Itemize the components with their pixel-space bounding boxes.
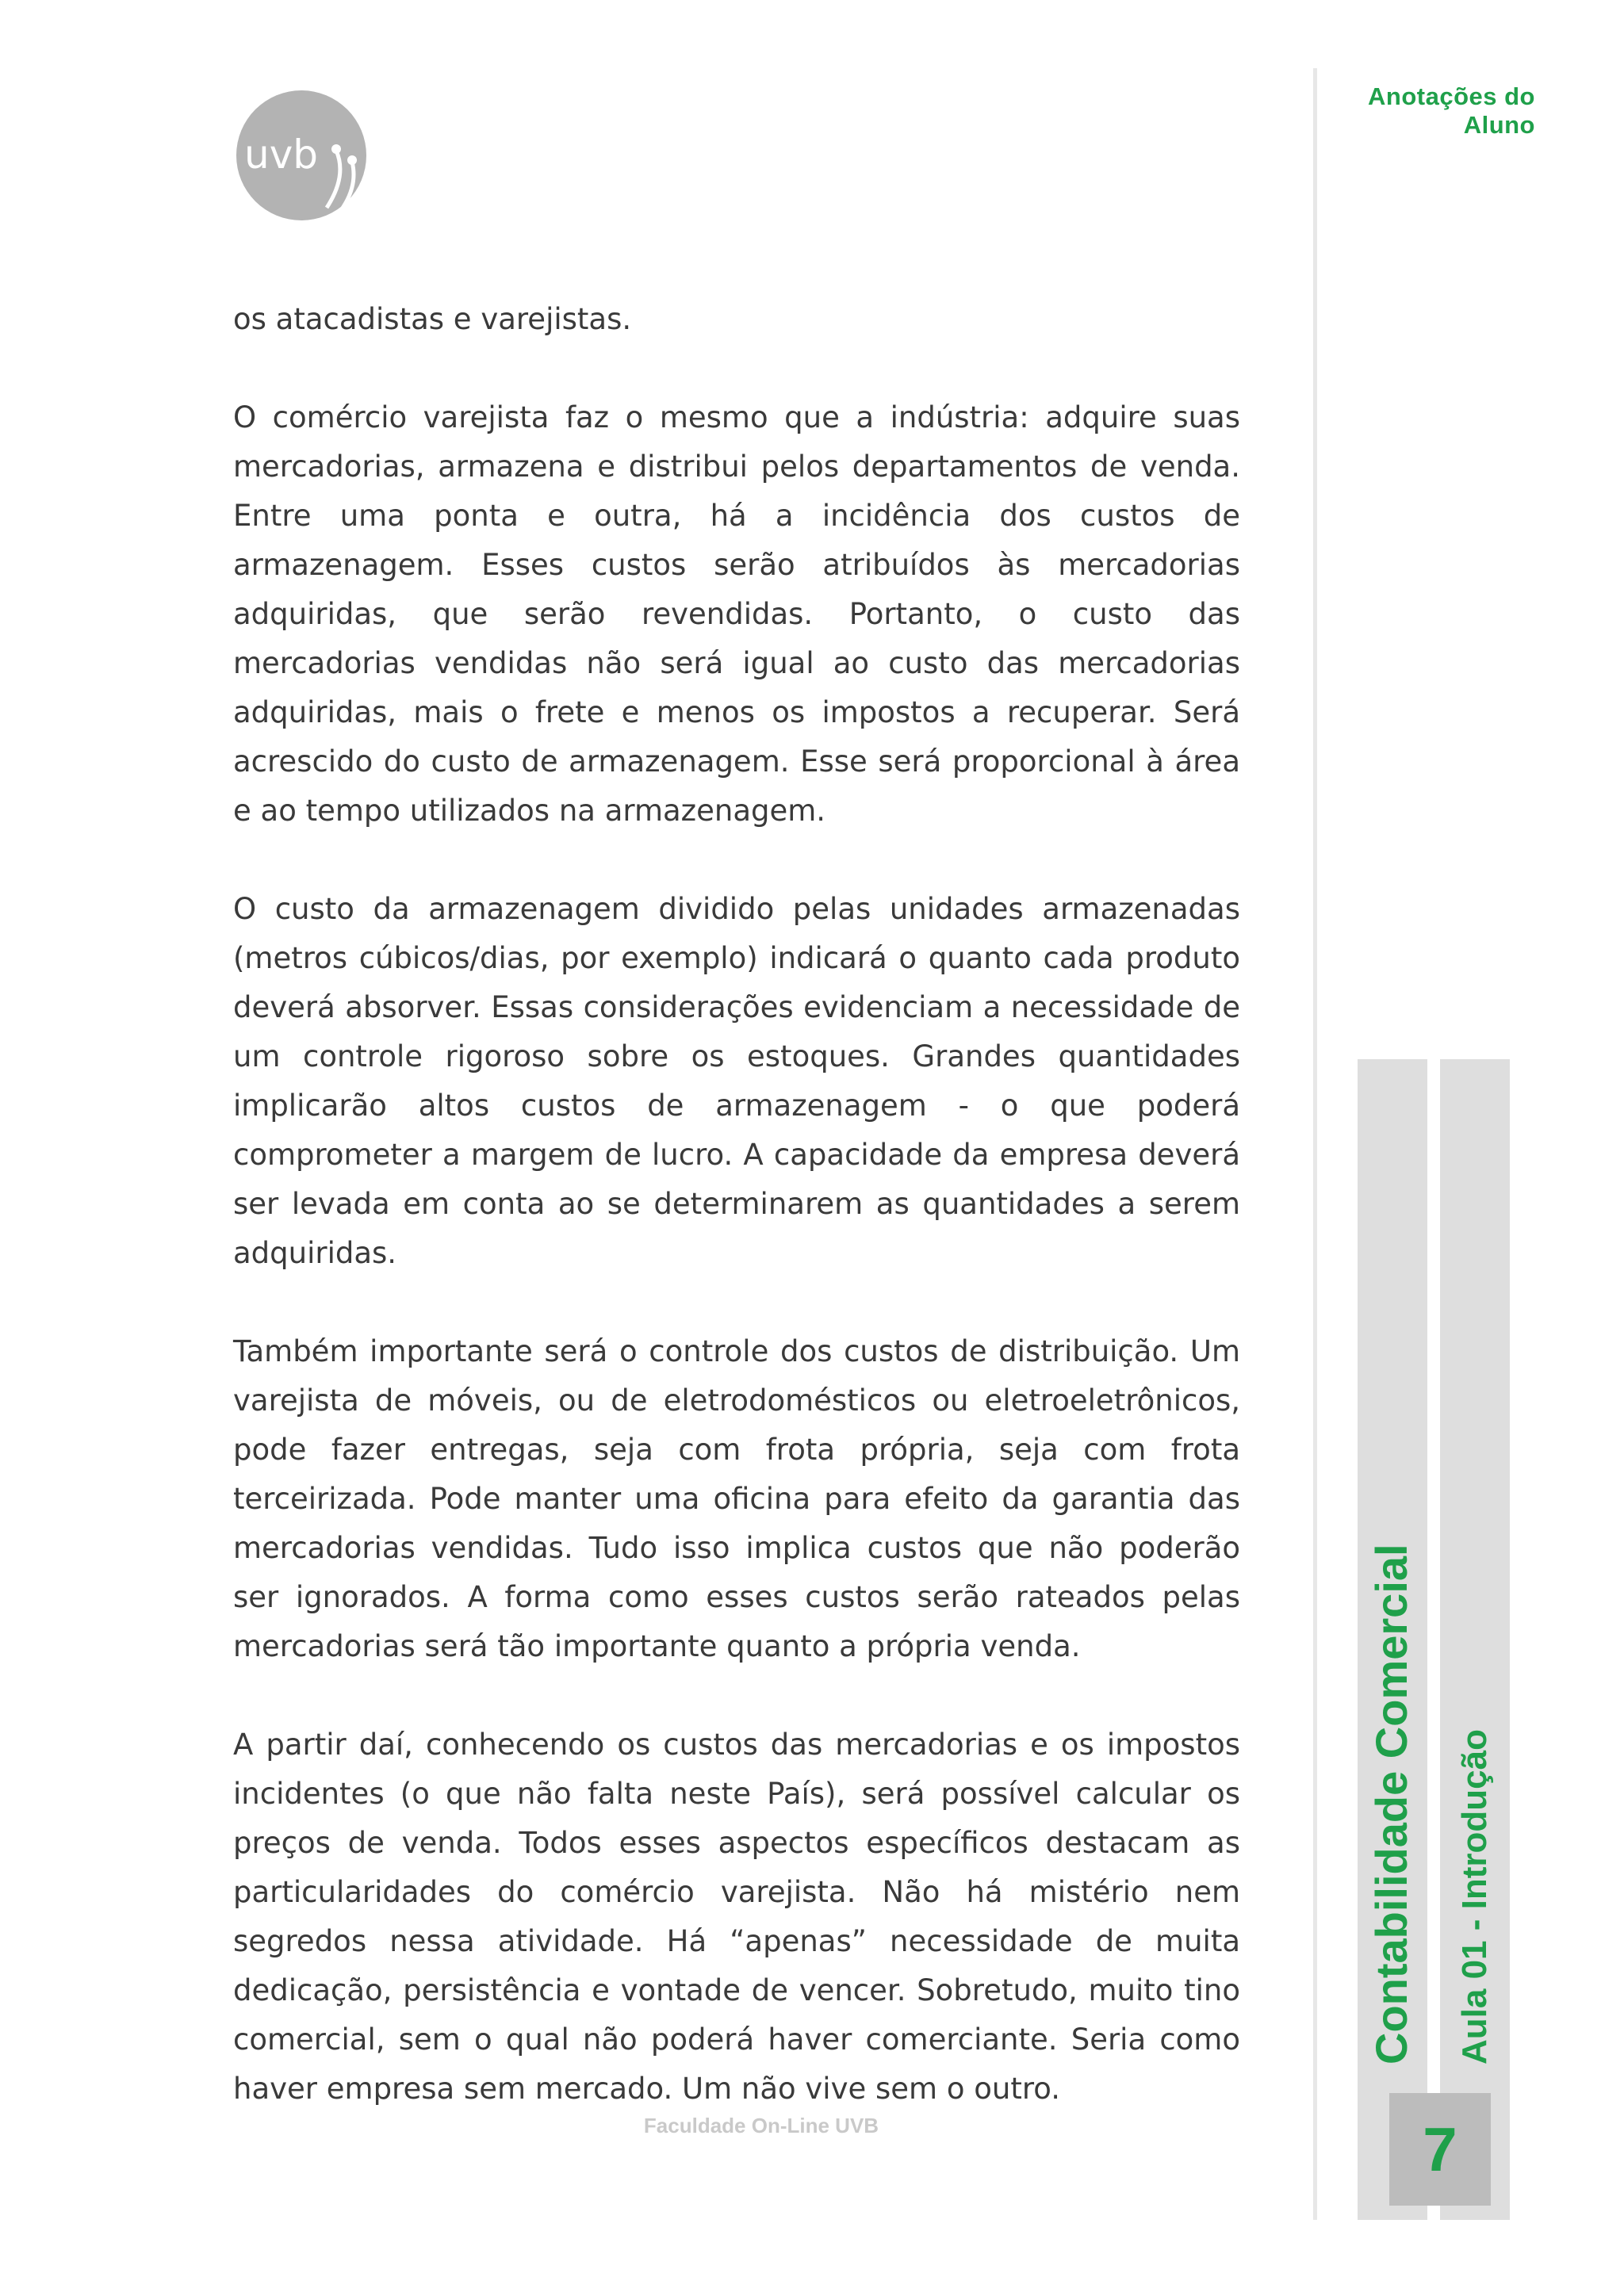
footer-text: Faculdade On-Line UVB [643,2114,879,2137]
paragraph: Também importante será o controle dos custos de distribuição. Um varejista de móveis, ou de eletrodomésticos ou eletroeletrônicos, pode fazer entregas, seja com frota própria, seja com frota terceirizada. Pode manter uma oficina para efeito da garantia das mercadorias vendidas. Tudo isso implica custos que não poderão ser ignorados. A forma como esses custos serão rateados pelas mercadorias será tão importante quanto a própria venda. [233,1334,1240,1663]
student-notes-title: Anotações do Aluno [1368,82,1535,139]
course-title: Contabilidade Comercial [1366,1544,1416,2064]
margin-divider [1313,68,1317,2220]
paragraph: A partir daí, conhecendo os custos das mercadorias e os impostos incidentes (o que não falta neste País), será possível calcular os preços de venda. Todos esses aspectos específicos destacam as particularidades do comércio varejista. Não há mistério nem segredos nessa atividade. Há “apenas” necessidade de muita dedicação, persistência e vontade de vencer. Sobretudo, muito tino comercial, sem o qual não poderá haver comerciante. Seria como haver empresa sem mercado. Um não vive sem o outro. [233,1728,1240,2106]
logo-text: uvb [244,132,319,178]
main-text [233,295,1240,2114]
page-number: 7 [1389,2093,1491,2206]
paragraph: O custo da armazenagem dividido pelas unidades armazenadas (metros cúbicos/dias, por exemplo) indicará o quanto cada produto deverá absorver. Essas considerações evidenciam a necessidade de um controle rigoroso sobre os estoques. Grandes quantidades implicarão altos custos de armazenagem - o que poderá comprometer a margem de lucro. A capacidade da empresa deverá ser levada em conta ao se determinarem as quantidades a serem adquiridas. [233,892,1240,1270]
paragraph: os atacadistas e varejistas. [233,302,632,336]
uvb-logo [235,89,368,222]
lesson-title: Aula 01 - Introdução [1455,1729,1494,2064]
paragraph: O comércio varejista faz o mesmo que a indústria: adquire suas mercadorias, armazena e distribui pelos departamentos de venda. Entre uma ponta e outra, há a incidência dos custos de armazenagem. Esses custos serão atribuídos às mercadorias adquiridas, que serão revendidas. Portanto, o custo das mercadorias vendidas não será igual ao custo das mercadorias adquiridas, mais o frete e menos os impostos a recuperar. Será acrescido do custo de armazenagem. Esse será proporcional à área e ao tempo utilizados na armazenagem. [233,400,1240,828]
